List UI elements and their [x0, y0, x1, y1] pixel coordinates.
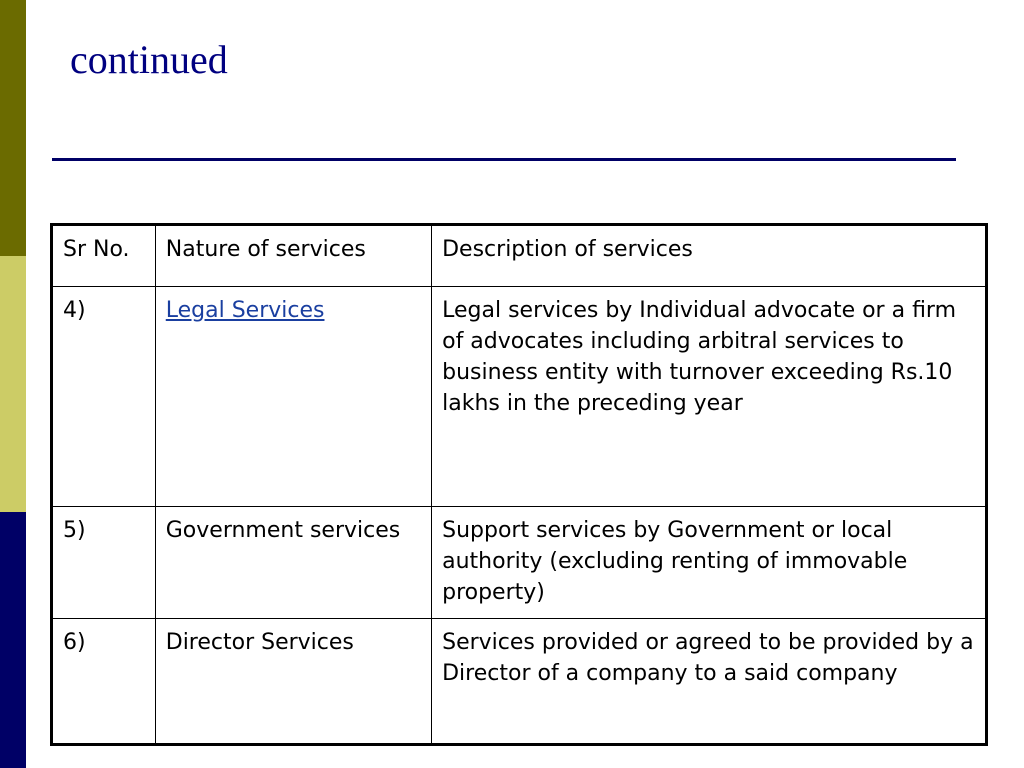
cell-nature: Director Services [155, 619, 431, 745]
header-description: Description of services [432, 225, 987, 287]
cell-sr-no: 5) [52, 507, 156, 619]
side-bar-navy [0, 512, 26, 768]
table-row [52, 619, 987, 745]
table-row [52, 507, 987, 619]
cell-nature [155, 287, 431, 507]
side-bar-light-olive [0, 256, 26, 512]
cell-sr-no: 4) [52, 287, 156, 507]
header-nature: Nature of services [155, 225, 431, 287]
slide-title: continued [70, 37, 228, 82]
cell-description: Support services by Government or local authority (excluding renting of immovable property) [432, 507, 987, 619]
header-sr-no: Sr No. [52, 225, 156, 287]
table-row [52, 287, 987, 507]
table-header-row [52, 225, 987, 287]
side-bar-olive [0, 0, 26, 256]
services-table [50, 223, 988, 746]
title-underline [52, 158, 956, 161]
cell-description: Services provided or agreed to be provided by a Director of a company to a said company [432, 619, 987, 745]
legal-services-link[interactable]: Legal Services [165, 298, 325, 323]
cell-sr-no: 6) [52, 619, 156, 745]
cell-description: Legal services by Individual advocate or a firm of advocates including arbitral services to business entity with turnover exceeding Rs.10 lakhs in the preceding year [432, 287, 987, 507]
cell-nature: Government services [155, 507, 431, 619]
